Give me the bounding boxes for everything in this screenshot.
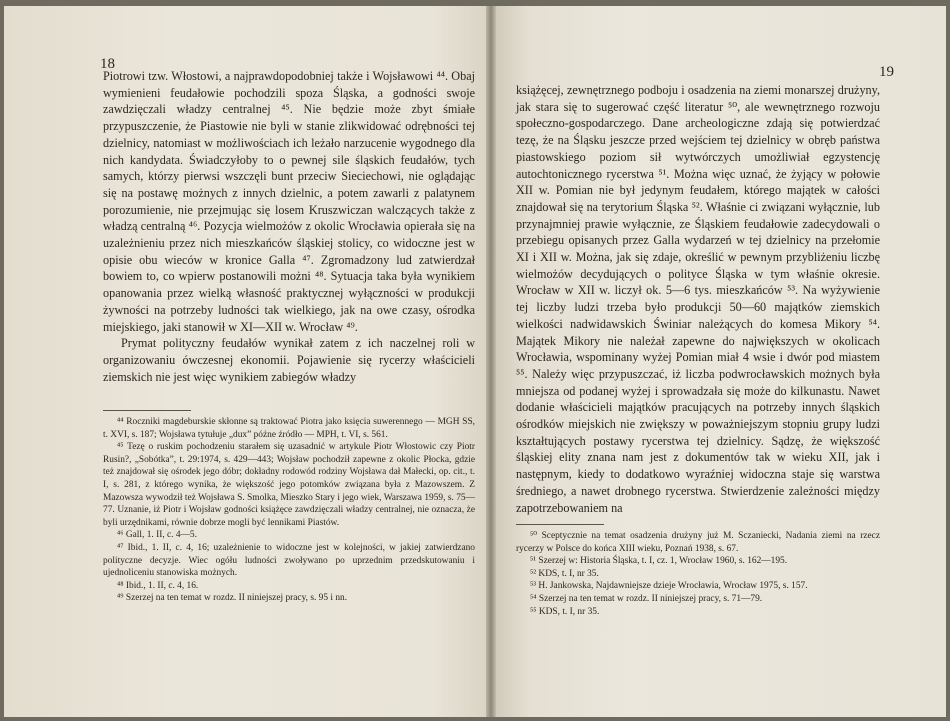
footnote: ⁵³ H. Jankowska, Najdawniejsze dzieje Wrocławia, Wrocław 1975, s. 157. [530, 581, 808, 592]
main-text [516, 82, 880, 516]
paragraph: książęcej, zewnętrznego podboju i osadzenia na ziemi monarszej drużyny, jak stara się to sugerować część literatur ⁵⁰, ale wewnętrznego rozwoju społeczno-gospodarczego. Dane archeologiczne zdają się potwierdzać tezę, że na Śląsku jeszcze przed wejściem tej dzielnicy w obręb państwa piastowskiego poziom sił wytwórczych umożliwiał egzystencję autochtonicznego rycerstwa ⁵¹. Można więc uznać, że żyjący w połowie XII w. Pomian nie był jedynym feudałem, którego majątek w całości znajdował się na terytorium Śląska ⁵². Właśnie ci związani wyłącznie, lub przynajmniej prawie wyłącznie, ze Śląskiem feudałowie zadecydowali o przebiegu opisanych przez Galla wydarzeń w tej dzielnicy na przełomie XI i XII w. Można, jak się zdaje, określić w pewnym przybliżeniu liczbę wielmożów decydujących o polityce Śląska w tym właśnie okresie. Wrocław w XII w. liczył ok. 5—6 tys. mieszkańców ⁵³. Na wyżywienie tej liczby ludzi trzeba było produkcji 50—60 majątków ziemskich wielkości nadwidawskich Świniar należących do komesa Mikory ⁵⁴. Majątek Mikory nie należał zapewne do największych w okolicach Wrocławia, wspominany wyżej Pomian miał 4 wsie i dwór pod miastem ⁵⁵. Należy więc przypuszczać, iż liczba podwrocławskich możnych była mniejsza od podanej wyżej i sprowadzała się może do kilkunastu. Nawet dodanie właścicieli majątków pracujących na potrzeby innych śląskich ośrodków miejskich nie zwiększy w poważniejszym stopniu grupy ludzi kształtujących postawy rycerstwa tej dzielnicy. Sądzę, że większość śląskiej elity znana nam jest z dokumentów tak w wieku XII, jak i następnym, kiedy to dodatkowo wyraźniej widoczna staje się warstwa średniego, a nawet drobnego rycerstwa. Stwierdzenie zależności między zapotrzebowaniem na [516, 83, 880, 515]
book-spread [4, 6, 946, 717]
footnote: ⁴⁹ Szerzej na ten temat w rozdz. II niniejszej pracy, s. 95 i nn. [117, 593, 348, 604]
footnote: ⁵⁵ KDS, t. I, nr 35. [530, 606, 600, 617]
paragraph: Prymat polityczny feudałów wynikał zatem z ich naczelnej roli w organizowaniu ówczesnej ekonomii. Pojawienie się rycerzy właścicieli ziemskich nie jest więc wynikiem zabiegów władzy [103, 336, 475, 384]
main-text [103, 68, 475, 385]
footnote: ⁵⁰ Sceptycznie na temat osadzenia drużyny już M. Sczaniecki, Nadania ziemi na rzecz rycerzy w Polsce do końca XIII wieku, Poznań 1938, s. 67. [516, 531, 880, 554]
page-number: 19 [879, 64, 894, 80]
book-gutter [486, 6, 496, 717]
footnote-rule [516, 524, 604, 525]
footnote: ⁴⁶ Gall, 1. II, c. 4—5. [117, 530, 197, 541]
footnote: ⁵² KDS, t. I, nr 35. [530, 568, 599, 579]
right-page [492, 6, 946, 717]
footnote: ⁵¹ Szerzej w: Historia Śląska, t. I, cz. 1, Wrocław 1960, s. 162—195. [530, 556, 788, 567]
footnotes [103, 416, 475, 605]
footnote: ⁴⁷ Ibid., 1. II, c. 4, 16; uzależnienie to widoczne jest w kolejności, w jakiej zatwierdzano polityczne decyzje. Wiec ogółu ludności zwoływano po uprzednim przedskutowaniu i ujednoliceniu stanowiska możnych. [103, 542, 475, 579]
footnote: ⁴⁵ Tezę o ruskim pochodzeniu starałem się uzasadnić w artykule Piotr Włostowic czy Piotr Rusin?, „Sobótka”, t. 29:1974, s. 429—443; Wojsław pochodził zapewne z okolic Płocka, gdzie też znajdował się ośrodek jego dóbr; dokładny rodowód rodziny Wojsława dał Małecki, op. cit., t. I, s. 281, z którego wynika, że większość jego potomków związana była z Mazowszem. Z Mazowsza wywodził też Wojsława S. Smolka, Mieszko Stary i jego wiek, Warszawa 1959, s. 75—77. Uznanie, iż Piotr i Wojsław godności książęce zawdzięczali władzy centralnej, nie oznacza, że byli urzędnikami, równie dobrze mogli być lennikami Piastów. [103, 442, 475, 528]
footnotes [516, 530, 880, 618]
footnote: ⁴⁴ Roczniki magdeburskie skłonne są traktować Piotra jako księcia suwerennego — MGH SS, t. XVI, s. 187; Wojsława tytułuje „dux” późne źródło — MPH, t. VI, s. 561. [103, 417, 475, 440]
footnote: ⁵⁴ Szerzej na ten temat w rozdz. II niniejszej pracy, s. 71—79. [530, 593, 763, 604]
page-number: 18 [100, 56, 115, 72]
left-page [4, 6, 490, 717]
footnote: ⁴⁸ Ibid., 1. II, c. 4, 16. [117, 580, 199, 591]
footnote-rule [103, 410, 191, 411]
paragraph: Piotrowi tzw. Włostowi, a najprawdopodobniej także i Wojsławowi ⁴⁴. Obaj wymienieni feudałowie pochodzili spoza Śląska, a godności swoje zawdzięczali władzy centralnej ⁴⁵. Nie będzie może zbyt śmiałe przypuszczenie, że Piastowie nie byli w stanie zlikwidować odrębności tej dzielnicy, natomiast w możliwościach ich leżało narzucenie wygodnego dla nich kandydata. Świadczyłoby to o pewnej sile śląskich feudałów, tych samych, którzy pierwsi wszczęli bunt przeciw Sieciechowi, nie oglądając się na postawę możnych z innych dzielnic, a potem zawarli z palatynem porozumienie, nie przejmując się losem Kruszwiczan walczących także z władzą centralną ⁴⁶. Pozycja wielmożów z okolic Wrocławia opierała się na uzależnieniu przez nich mieszkańców śląskiej stolicy, co widoczne jest w opisie obu wieców w kronice Galla ⁴⁷. Zgromadzony lud zatwierdzał bowiem to, co wpierw postanowili możni ⁴⁸. Sytuacja taka była wynikiem opanowania przez wielką własność praktycznej wyłączności w produkcji żywności na potrzeby ludności tak wielkiego, jak na owe czasy, ośrodka miejskiego, jaki stanowił w XI—XII w. Wrocław ⁴⁹. [103, 69, 475, 334]
